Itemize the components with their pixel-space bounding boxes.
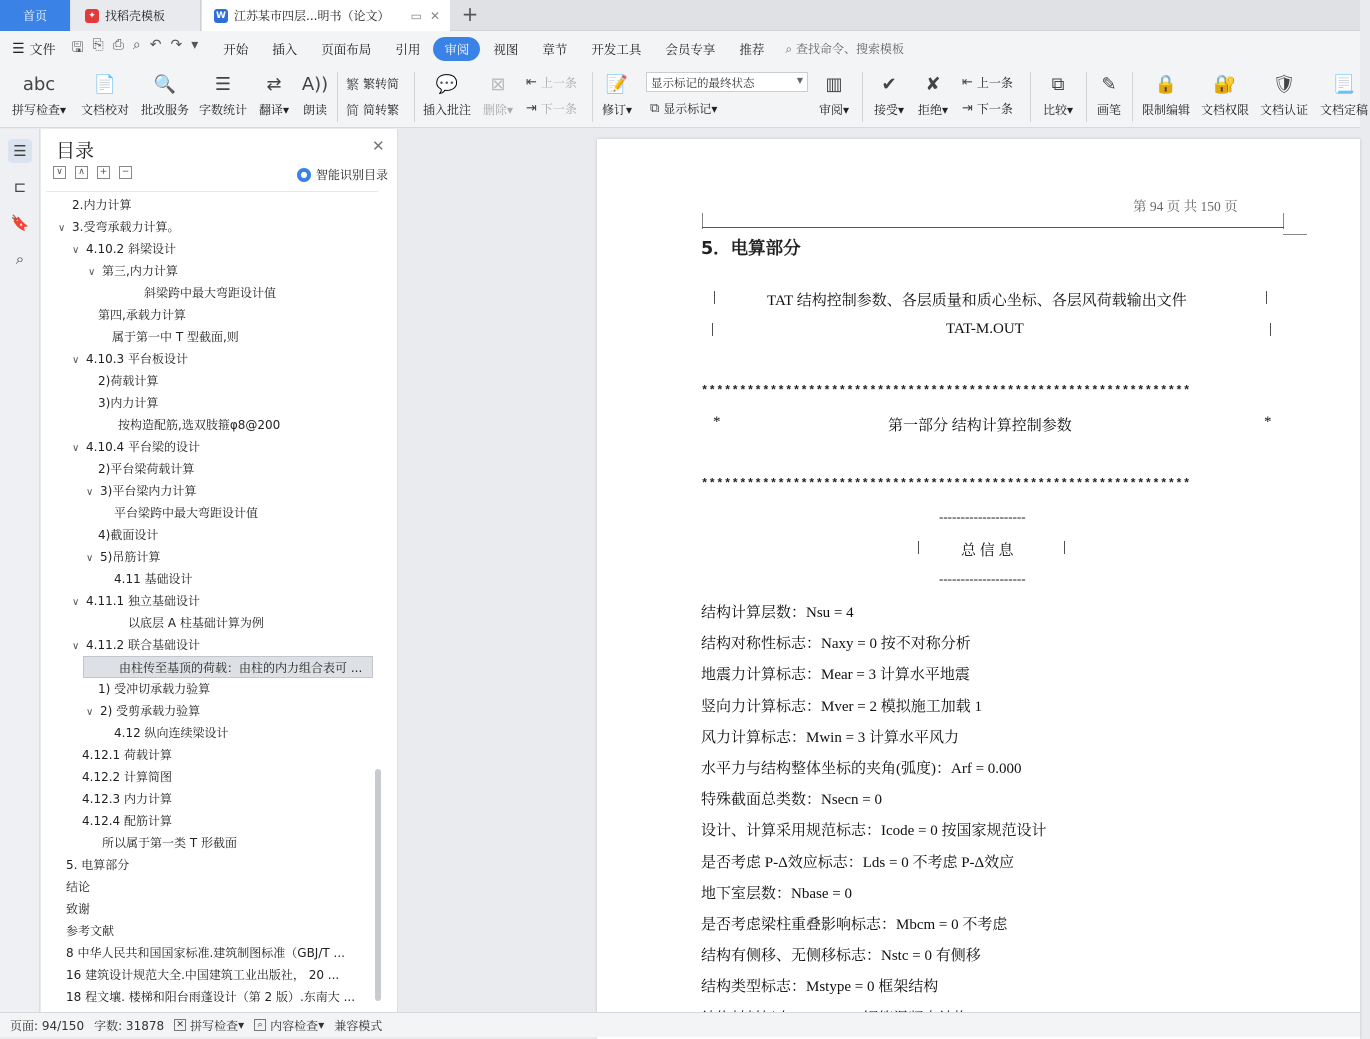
tat-title-line1[interactable]: TAT 结构控制参数、各层质量和质心坐标、各层风荷载输出文件 <box>767 293 1187 309</box>
tat-title-line2[interactable]: TAT-M.OUT <box>946 321 1024 337</box>
docer-icon: ✦ <box>85 9 99 23</box>
toc-item-label: 8 中华人民共和国国家标准.建筑制图标准（GBJ/T ... <box>66 946 345 960</box>
stars-line: **************************************************************** <box>701 384 1191 398</box>
chevron-down-icon[interactable]: ∨ <box>72 443 80 454</box>
toc-item[interactable] <box>86 546 374 568</box>
review-icon: ▥ <box>825 73 843 95</box>
toc-item[interactable] <box>86 480 374 502</box>
prev-comment-button[interactable] <box>526 74 577 91</box>
toc-item-label: 2) 受剪承载力验算 <box>100 704 201 718</box>
accept-button[interactable]: ✔ 接受▾ <box>870 70 908 118</box>
toc-item-label: 4.12.2 计算简图 <box>82 770 172 784</box>
print-icon[interactable]: ⎙ <box>112 36 124 53</box>
info-title[interactable]: 总 信 息 <box>961 543 1014 559</box>
trad-simp-icon: 繁 <box>346 78 360 93</box>
doc-proof-icon: 📄 <box>93 73 117 95</box>
info-line[interactable]: 结构对称性标志：Naxy = 0 按不对称分析 <box>701 636 971 653</box>
border-bar: | <box>1269 321 1273 337</box>
chevron-down-icon[interactable]: ∨ <box>72 597 80 608</box>
outline-icon[interactable]: ⊏ <box>13 178 27 196</box>
info-line[interactable]: 风力计算标志：Mwin = 3 计算水平风力 <box>701 729 960 746</box>
header-line <box>702 227 1284 228</box>
review-button[interactable]: ▥ 审阅▾ <box>814 70 854 118</box>
doc-proof-button[interactable] <box>78 70 132 118</box>
toc-item[interactable] <box>72 634 374 656</box>
toc-item[interactable] <box>82 788 374 810</box>
toc-item-label: 4.12.4 配筋计算 <box>82 814 172 828</box>
toc-item-label: 所以属于第一类 T 形截面 <box>102 836 237 850</box>
toc-item-label: 4.12.3 内力计算 <box>82 792 172 806</box>
status-bar <box>0 1012 1360 1037</box>
ribbon-separator <box>862 72 863 122</box>
accept-icon: ✔ <box>881 73 897 95</box>
info-line[interactable]: 是否考虑 P-Δ效应标志：Lds = 0 不考虑 P-Δ效应 <box>701 854 1015 871</box>
toc-item-label: 4.11.2 联合基础设计 <box>86 638 200 652</box>
word-count-label: 字数统计 <box>198 103 247 117</box>
show-markup-icon: ⧉ <box>650 101 660 116</box>
doc-final-button[interactable] <box>1318 70 1370 118</box>
menu-items <box>212 37 777 61</box>
ribbon-separator <box>414 72 415 122</box>
redo-icon[interactable]: ↷ <box>170 36 183 53</box>
compare-icon: ⧉ <box>1051 73 1065 95</box>
info-line[interactable]: 结构计算层数：Nsu = 4 <box>701 605 854 621</box>
compat-mode-label: 兼容模式 <box>334 1018 383 1033</box>
toc-item[interactable] <box>98 678 374 700</box>
chevron-down-icon[interactable]: ∨ <box>72 641 80 652</box>
batch-service-button[interactable] <box>138 70 192 118</box>
revise-icon: 📝 <box>605 73 629 95</box>
toc-item[interactable] <box>66 920 374 942</box>
toc-item[interactable] <box>58 216 374 238</box>
menu-item[interactable]: 会员专享 <box>665 41 716 57</box>
border-bar: | <box>1063 539 1067 555</box>
toc-item[interactable] <box>98 458 374 480</box>
toc-item[interactable] <box>112 326 374 348</box>
star-mark: * <box>1264 414 1272 430</box>
insert-comment-button[interactable] <box>422 70 472 118</box>
toc-item[interactable] <box>82 744 374 766</box>
toc-item-label: 3)平台梁内力计算 <box>100 484 197 498</box>
bookmark-icon[interactable]: 🔖 <box>10 214 30 232</box>
ribbon-separator <box>1086 72 1087 122</box>
toc-item-label: 参考文献 <box>66 924 115 938</box>
next-comment-icon: ⇥ <box>526 101 537 116</box>
toc-item-label: 4.10.3 平台板设计 <box>86 352 188 366</box>
toc-item-label: 16 建筑设计规范大全.中国建筑工业出版社， 20 ... <box>66 968 340 982</box>
toc-item-label: 18 程文壤. 楼梯和阳台雨蓬设计（第 2 版）.东南大 ... <box>66 990 356 1004</box>
toc-item-label: 4.11.1 独立基础设计 <box>86 594 200 608</box>
toc-item-label: 2)荷载计算 <box>98 374 159 388</box>
markup-state-value: 显示标记的最终状态 <box>651 76 755 90</box>
tab-template[interactable] <box>71 0 201 31</box>
menu-item[interactable]: 视图 <box>493 41 519 57</box>
toc-item-label: 4)截面设计 <box>98 528 159 542</box>
search-icon[interactable]: ⌕ <box>15 250 25 268</box>
ribbon-separator <box>1030 72 1031 122</box>
toc-item[interactable] <box>72 348 374 370</box>
new-tab-button[interactable]: + <box>461 2 479 26</box>
chevron-down-icon[interactable]: ∨ <box>86 553 94 564</box>
spell-check-status-icon: ✕ <box>174 1019 186 1031</box>
toc-item[interactable] <box>86 700 374 722</box>
restrict-edit-button[interactable] <box>1140 70 1192 118</box>
info-line[interactable]: 地下室层数：Nbase = 0 <box>701 885 852 902</box>
toc-item[interactable] <box>66 898 374 920</box>
next-comment-button[interactable] <box>526 100 577 117</box>
smart-toc-button[interactable] <box>297 166 388 183</box>
word-count-button[interactable] <box>196 70 250 118</box>
content-check-status[interactable]: ⌕ 内容检查 ▾ <box>254 1017 324 1034</box>
ink-label: 画笔 <box>1096 103 1121 117</box>
review-label: 审阅 <box>818 103 843 117</box>
toc-item-label: 按构造配筋,选双肢箍φ8@200 <box>118 418 281 432</box>
toc-item[interactable] <box>82 810 374 832</box>
tab-home-label: 首页 <box>22 9 47 23</box>
preview-icon[interactable]: ⌕ <box>132 36 141 53</box>
part1-title[interactable]: 第一部分 结构计算控制参数 <box>888 418 1072 434</box>
next-change-button[interactable] <box>962 100 1013 117</box>
ribbon-separator <box>592 72 593 122</box>
info-line[interactable]: 结构有侧移、无侧移标志：Nstc = 0 有侧移 <box>701 948 981 965</box>
toc-panel <box>41 129 398 1012</box>
toc-item[interactable] <box>72 590 374 612</box>
toc-item[interactable] <box>72 194 374 216</box>
toc-item-label: 第四,承载力计算 <box>98 308 186 322</box>
info-line[interactable]: 竖向力计算标志：Mver = 2 模拟施工加载 1 <box>701 698 982 715</box>
toc-item[interactable] <box>72 238 374 260</box>
word-count-label: 字数: 31878 <box>94 1018 165 1033</box>
next-comment-label: 下一条 <box>540 102 577 116</box>
lock-icon: 🔒 <box>1154 73 1178 95</box>
doc-proof-label: 文档校对 <box>80 103 129 117</box>
toc-item[interactable] <box>66 876 374 898</box>
writer-icon: W <box>214 9 228 23</box>
border-bar: | <box>1265 289 1269 305</box>
ai-icon: ● <box>297 168 311 182</box>
document-area <box>399 129 1360 1012</box>
toc-item-label: 结论 <box>66 880 91 894</box>
toc-item-label: 4.10.4 平台梁的设计 <box>86 440 200 454</box>
show-markup-button[interactable]: ⧉ 显示标记 ▾ <box>650 101 718 116</box>
reject-icon: ✘ <box>925 73 941 95</box>
page-indicator-label: 页面: 94/150 <box>10 1018 85 1033</box>
hamburger-icon: ☰ <box>12 40 25 57</box>
doc-final-icon: 📃 <box>1332 73 1356 95</box>
doc-permission-label: 文档权限 <box>1200 103 1249 117</box>
menu-item[interactable]: 章节 <box>542 41 568 57</box>
toc-tools <box>53 166 132 179</box>
chevron-down-icon[interactable]: ∨ <box>86 487 94 498</box>
more-icon[interactable]: ▾ <box>191 36 199 53</box>
simp-trad-icon: 简 <box>346 104 360 119</box>
close-tab-icon[interactable]: ✕ <box>429 8 440 23</box>
toc-item[interactable] <box>144 282 374 304</box>
dash-line: -------------------- <box>939 509 1026 524</box>
doc-permission-button[interactable] <box>1199 70 1251 118</box>
menu-item[interactable]: 开发工具 <box>591 41 642 57</box>
doc-permission-icon: 🔐 <box>1213 73 1237 95</box>
border-bar: | <box>917 539 921 555</box>
spell-check-status[interactable]: ✕ 拼写检查 ▾ <box>174 1017 244 1034</box>
translate-icon: ⇄ <box>266 73 282 95</box>
spell-check-button[interactable]: abc 拼写检查▾ <box>10 70 68 118</box>
chevron-down-icon[interactable]: ∨ <box>72 355 80 366</box>
info-line[interactable]: 地震力计算标志：Mear = 3 计算水平地震 <box>701 667 970 684</box>
border-bar: | <box>713 289 717 305</box>
batch-service-icon: 🔍 <box>153 73 177 95</box>
menu-item[interactable]: 页面布局 <box>321 41 372 57</box>
ribbon-separator <box>1132 72 1133 122</box>
prev-comment-icon: ⇤ <box>526 75 537 90</box>
spell-check-label: 拼写检查 <box>11 103 60 117</box>
menu-item[interactable]: 开始 <box>223 41 249 57</box>
toc-item-label: 属于第一中 T 型截面,则 <box>112 330 239 344</box>
compat-mode <box>334 1017 382 1034</box>
chevron-down-icon[interactable]: ∨ <box>88 267 96 278</box>
delete-comment-button[interactable]: ⊠ 删除▾ <box>480 70 516 118</box>
float-window-icon[interactable]: ▭ <box>410 8 422 23</box>
stars-line: **************************************************************** <box>701 477 1191 491</box>
toc-item[interactable] <box>66 942 374 964</box>
next-change-label: 下一条 <box>976 102 1013 116</box>
toc-item[interactable] <box>72 436 374 458</box>
add-heading-icon[interactable]: + <box>97 166 110 179</box>
toc-item-label: 1) 受冲切承载力验算 <box>98 682 211 696</box>
simp-to-trad-button[interactable] <box>346 100 399 119</box>
pen-icon: ✎ <box>1101 73 1117 95</box>
expand-all-icon[interactable]: ∨ <box>53 166 66 179</box>
prev-comment-label: 上一条 <box>540 76 577 90</box>
chevron-down-icon[interactable]: ∨ <box>86 707 94 718</box>
quick-access-toolbar <box>72 37 199 61</box>
file-menu-button[interactable] <box>12 39 56 58</box>
trad-to-simp-button[interactable] <box>346 74 399 93</box>
spell-check-status-label: 拼写检查 <box>190 1018 239 1033</box>
toc-item[interactable] <box>102 832 374 854</box>
toc-item-label: 第三,内力计算 <box>102 264 178 278</box>
close-icon[interactable]: ✕ <box>372 137 385 155</box>
page-header: 第 94 页 共 150 页 <box>1133 199 1238 214</box>
undo-icon[interactable]: ↶ <box>149 36 162 53</box>
word-count-indicator[interactable] <box>94 1017 164 1034</box>
tab-home[interactable] <box>0 0 70 31</box>
menu-item[interactable]: 推荐 <box>739 41 765 57</box>
content-check-label: 内容检查 <box>270 1018 319 1033</box>
info-line[interactable]: 水平力与结构整体坐标的夹角(弧度)：Arf = 0.000 <box>701 761 1022 777</box>
toc-item-label: 2)平台梁荷载计算 <box>98 462 195 476</box>
toc-item[interactable] <box>98 392 374 414</box>
toc-list <box>46 191 378 1007</box>
prev-change-icon: ⇤ <box>962 75 973 90</box>
toc-item-label: 4.12.1 荷载计算 <box>82 748 172 762</box>
document-page <box>597 139 1360 1039</box>
simp-to-trad-label: 简转繁 <box>363 103 400 117</box>
compare-button[interactable]: ⧉ 比较▾ <box>1038 70 1078 118</box>
chevron-down-icon: ▼ <box>796 76 803 85</box>
toc-item[interactable] <box>114 568 374 590</box>
toc-item[interactable] <box>114 502 374 524</box>
read-aloud-icon: A)) <box>301 73 329 95</box>
toc-item-label: 以底层 A 柱基础计算为例 <box>128 616 264 630</box>
delete-label: 删除 <box>482 103 507 117</box>
toc-item[interactable] <box>114 722 374 744</box>
toc-item-label: 由柱传至基顶的荷载：由柱的内力组合表可 ... <box>119 661 363 675</box>
toc-item[interactable] <box>88 260 374 282</box>
ink-button[interactable] <box>1094 70 1124 118</box>
certificate-icon: 🛡 <box>1272 73 1296 95</box>
insert-comment-icon: 💬 <box>435 73 459 95</box>
word-count-icon: ☰ <box>214 73 232 95</box>
content-check-icon: ⌕ <box>254 1019 266 1031</box>
prev-change-button[interactable] <box>962 74 1013 91</box>
toc-item[interactable] <box>128 612 374 634</box>
toc-item-label: 5)吊筋计算 <box>100 550 161 564</box>
command-search-label: 查找命令、搜索模板 <box>795 42 904 56</box>
menu-bar <box>0 31 1360 66</box>
side-icon-strip <box>0 129 40 1012</box>
read-aloud-label: 朗读 <box>302 103 327 117</box>
compare-label: 比较 <box>1042 103 1067 117</box>
collapse-all-icon[interactable]: ∧ <box>75 166 88 179</box>
ribbon-separator <box>337 72 338 122</box>
menu-item[interactable]: 插入 <box>272 41 298 57</box>
toc-item[interactable] <box>98 370 374 392</box>
tab-bar <box>0 0 1360 31</box>
toc-item-label: 4.10.2 斜梁设计 <box>86 242 176 256</box>
reject-label: 拒绝 <box>917 103 942 117</box>
spell-check-icon: abc <box>22 73 56 95</box>
chevron-down-icon[interactable]: ∨ <box>58 223 66 234</box>
tab-document[interactable] <box>202 0 450 31</box>
file-menu-label: 文件 <box>29 43 56 58</box>
header-corner-mark <box>1283 234 1307 235</box>
dash-line: -------------------- <box>939 571 1026 586</box>
translate-button[interactable]: ⇄ 翻译▾ <box>255 70 293 118</box>
toc-item[interactable] <box>98 304 374 326</box>
tab-template-label: 找稻壳模板 <box>105 9 166 23</box>
toc-item-label: 3)内力计算 <box>98 396 159 410</box>
toc-item-label: 致谢 <box>66 902 91 916</box>
toc-item-label: 5. 电算部分 <box>66 858 130 872</box>
info-line[interactable]: 是否考虑梁柱重叠影响标志：Mbcm = 0 不考虑 <box>701 917 1008 933</box>
section-title[interactable]: 5．电算部分 <box>701 239 801 259</box>
toc-item-label: 4.12 纵向连续梁设计 <box>114 726 229 740</box>
revise-button[interactable]: 📝 修订▾ <box>598 70 636 118</box>
smart-toc-label: 智能识别目录 <box>316 168 389 182</box>
toc-item[interactable] <box>118 414 374 436</box>
border-bar: | <box>711 321 715 337</box>
prev-change-label: 上一条 <box>976 76 1013 90</box>
doc-certify-label: 文档认证 <box>1259 103 1308 117</box>
menu-item[interactable]: 审阅 <box>433 37 480 61</box>
info-line[interactable]: 设计、计算采用规范标志：Icode = 0 按国家规范设计 <box>701 823 1047 840</box>
toc-item[interactable] <box>66 964 374 986</box>
export-icon[interactable]: ⎘ <box>92 36 104 53</box>
toc-item[interactable] <box>66 986 374 1008</box>
toc-item[interactable] <box>66 854 374 876</box>
toc-item[interactable] <box>82 766 374 788</box>
revise-label: 修订 <box>601 103 626 117</box>
toc-title: 目录 <box>56 140 95 162</box>
toc-item-label: 2.内力计算 <box>72 198 132 212</box>
restrict-edit-label: 限制编辑 <box>1141 103 1190 117</box>
command-search[interactable]: ⌕ 查找命令、搜索模板 <box>785 42 904 56</box>
markup-state-select[interactable] <box>646 72 808 92</box>
toc-item-label: 斜梁跨中最大弯距设计值 <box>144 286 277 300</box>
info-line[interactable]: 特殊截面总类数：Nsecn = 0 <box>701 792 882 809</box>
next-change-icon: ⇥ <box>962 101 973 116</box>
read-aloud-button[interactable] <box>300 70 330 118</box>
toc-scrollbar[interactable] <box>375 769 381 1001</box>
insert-comment-label: 插入批注 <box>422 103 471 117</box>
toc-item[interactable] <box>98 524 374 546</box>
doc-final-label: 文档定稿 <box>1319 103 1368 117</box>
menu-item[interactable]: 引用 <box>395 41 421 57</box>
accept-label: 接受 <box>873 103 898 117</box>
save-icon[interactable]: 🖫 <box>71 39 84 56</box>
toc-item[interactable] <box>83 656 373 678</box>
remove-heading-icon[interactable]: − <box>119 166 132 179</box>
show-markup-label: 显示标记 <box>663 102 712 116</box>
tab-document-label: 江苏某市四层...明书（论文） <box>234 9 390 23</box>
trad-to-simp-label: 繁转简 <box>363 77 400 91</box>
translate-label: 翻译 <box>258 103 283 117</box>
toc-item-label: 3.受弯承载力计算。 <box>72 220 180 234</box>
reject-button[interactable]: ✘ 拒绝▾ <box>914 70 952 118</box>
toc-item-label: 4.11 基础设计 <box>114 572 193 586</box>
toc-panel-icon[interactable]: ☰ <box>8 139 32 163</box>
info-line[interactable]: 结构类型标志：Mstype = 0 框架结构 <box>701 979 939 996</box>
star-mark: * <box>713 414 721 430</box>
batch-service-label: 批改服务 <box>140 103 189 117</box>
toc-item-label: 平台梁跨中最大弯距设计值 <box>114 506 259 520</box>
doc-certify-button[interactable] <box>1258 70 1310 118</box>
ribbon-toolbar <box>0 66 1368 128</box>
delete-comment-icon: ⊠ <box>490 73 506 95</box>
chevron-down-icon[interactable]: ∨ <box>72 245 80 256</box>
page-indicator[interactable] <box>10 1017 84 1034</box>
